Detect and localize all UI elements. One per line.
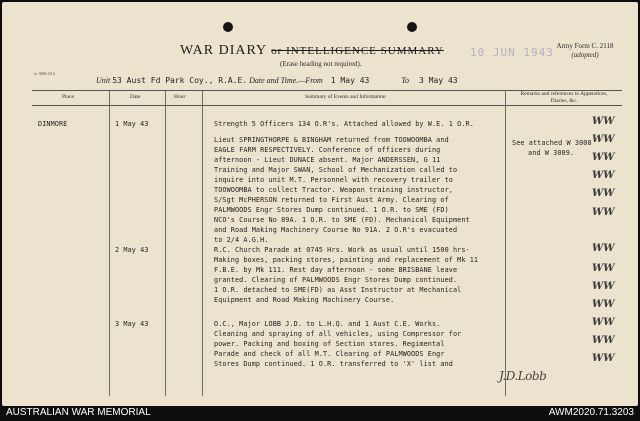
initials-mark: WW xyxy=(592,317,615,328)
summary-line: inquire into unit M.T. Personnel with recovery trailer to xyxy=(214,176,453,184)
officer-signature: J.D.Lobb xyxy=(499,369,547,383)
summary-line: Training and Major SWAN, School of Mechanization called to xyxy=(214,166,458,174)
army-form-number: Army Form C. 2118 xyxy=(556,42,614,50)
summary-line: F.B.E. by Mk 111. Rest day afternoon - some BRISBANE leave xyxy=(214,266,458,274)
initials-mark: WW xyxy=(592,170,615,181)
column-header-place: Place xyxy=(62,94,74,100)
initials-mark: WW xyxy=(592,299,615,310)
column-header-date: Date xyxy=(130,94,141,100)
column-divider xyxy=(165,90,166,396)
summary-line: TOOWOOMBA to collect Tractor. Weapon training instructor, xyxy=(214,186,453,194)
summary-line: Making boxes, packing stores, painting and replacement of Mk 11 xyxy=(214,256,479,264)
summary-line: EAGLE FARM RESPECTIVELY. Conference of officers during xyxy=(214,146,441,154)
summary-line: Parade and check of all M.T. Clearing of PALMWOODS Engr xyxy=(214,350,445,358)
initials-mark: WW xyxy=(592,134,615,145)
column-divider xyxy=(505,90,506,396)
summary-line: Lieut SPRINGTHORPE & BINGHAM returned from TOOWOOMBA and xyxy=(214,136,449,144)
column-header-summary: Summary of Events and Information xyxy=(305,94,386,100)
army-form-note: (adopted) xyxy=(571,51,599,59)
summary-line: and Road Making Machinery Course No 91A. 2 O.R's evacuated xyxy=(214,226,458,234)
summary-line: 1 O.R. detached to SME(FD) as Asst Instructor at Mechanical xyxy=(214,286,462,294)
form-print-reference: w. 3094 4/13 xyxy=(34,71,55,76)
summary-line: power. Packing and boxing of Section stores. Regimental xyxy=(214,340,445,348)
punch-hole xyxy=(407,22,417,32)
date-stamp: 10 JUN 1943 xyxy=(470,46,554,59)
column-divider xyxy=(202,90,203,396)
unit-label: Unit xyxy=(96,76,111,85)
initials-mark: WW xyxy=(592,243,615,254)
to-date: 3 May 43 xyxy=(419,76,458,85)
page-title xyxy=(180,43,444,59)
initials-mark: WW xyxy=(592,263,615,274)
date-time-label: Date and Time.—From xyxy=(249,76,323,85)
initials-mark: WW xyxy=(592,281,615,292)
summary-line: Stores Dump continued. 1 O.R. transferred to 'X' list and xyxy=(214,360,453,368)
summary-line: to 2/4 A.G.H. xyxy=(214,236,269,244)
column-header-hour: Hour xyxy=(174,94,186,100)
initials-mark: WW xyxy=(592,188,615,199)
summary-line: NCO's Course No 89A. 1 O.R. to SME (FD). Mechanical Equipment xyxy=(214,216,470,224)
summary-line: O.C., Major LOBB J.D. to L.H.Q. and 1 Aust C.E. Works. xyxy=(214,320,441,328)
title-struck-heading: or INTELLIGENCE SUMMARY xyxy=(271,45,444,57)
unit-value: 53 Aust Fd Park Coy., R.A.E. xyxy=(112,76,248,85)
summary-line: S/Sgt McPHERSON returned to First Aust Army. Clearing of xyxy=(214,196,449,204)
summary-line: granted. Clearing of PALMWOODS Engr Stores Dump continued. xyxy=(214,276,458,284)
to-label: To xyxy=(401,76,410,85)
summary-line: R.C. Church Parade at 0745 Hrs. Work as usual until 1500 hrs- xyxy=(214,246,470,254)
summary-line: PALMWOODS Engr Stores Dump continued. 1 O.R. to SME (FD) xyxy=(214,206,449,214)
army-form-label xyxy=(550,42,620,60)
date-entry: 3 May 43 xyxy=(115,320,149,328)
page-subtitle: (Erase heading not required). xyxy=(280,60,362,68)
initials-mark: WW xyxy=(592,353,615,364)
summary-line: Equipment and Road Making Machinery Course. xyxy=(214,296,395,304)
summary-line: Strength 5 Officers 134 O.R's. Attached allowed by W.E. 1 O.R. xyxy=(214,120,474,128)
initials-mark: WW xyxy=(592,335,615,346)
date-entry: 2 May 43 xyxy=(115,246,149,254)
place-entry: DINMORE xyxy=(38,120,68,128)
table-header-rule xyxy=(32,105,622,106)
footer-institution: AUSTRALIAN WAR MEMORIAL xyxy=(6,407,151,418)
initials-mark: WW xyxy=(592,207,615,218)
diary-page xyxy=(2,2,638,406)
remarks-line: See attached W 3008 xyxy=(512,139,592,147)
summary-line: Cleaning and spraying of all vehicles, using Compressor for xyxy=(214,330,462,338)
initials-mark: WW xyxy=(592,152,615,163)
unit-line xyxy=(96,76,458,85)
column-divider xyxy=(109,90,110,396)
summary-line: afternoon - Lieut DUNACE absent. Major ANDERSSEN, G 11 xyxy=(214,156,441,164)
punch-hole xyxy=(223,22,233,32)
column-header-remarks: Remarks and references to Appendices, Diaries, &c. xyxy=(520,91,608,104)
from-date: 1 May 43 xyxy=(330,76,370,85)
footer-accession-number: AWM2020.71.3203 xyxy=(548,407,634,418)
title-war-diary: WAR DIARY xyxy=(180,43,267,58)
remarks-line: and W 3009. xyxy=(528,149,575,157)
date-entry: 1 May 43 xyxy=(115,120,149,128)
initials-mark: WW xyxy=(592,116,615,127)
